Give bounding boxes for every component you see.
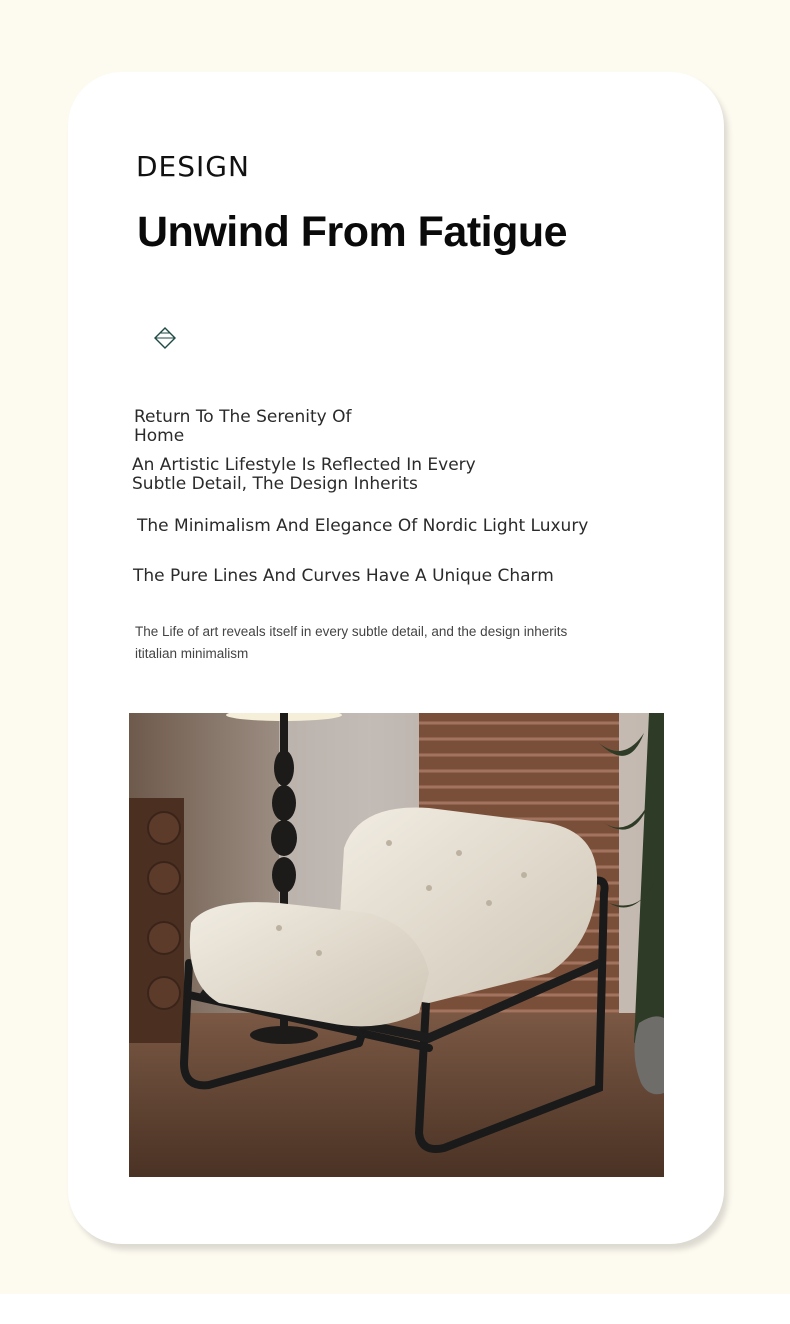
section-label: DESIGN <box>136 150 250 183</box>
feature-line-1: Return To The Serenity Of Home <box>134 407 352 446</box>
product-photo <box>129 713 664 1177</box>
feature-line-3: The Minimalism And Elegance Of Nordic Light Luxury <box>137 516 589 536</box>
feature-line-2: An Artistic Lifestyle Is Reflected In Every Subtle Detail, The Design Inherits <box>132 455 476 494</box>
caption-text: The Life of art reveals itself in every subtle detail, and the design inherits ititalian minimalism <box>135 624 568 661</box>
feature-line-4: The Pure Lines And Curves Have A Unique Charm <box>133 566 554 586</box>
diamond-outline-icon <box>153 326 177 350</box>
page-title: Unwind From Fatigue <box>137 208 568 256</box>
